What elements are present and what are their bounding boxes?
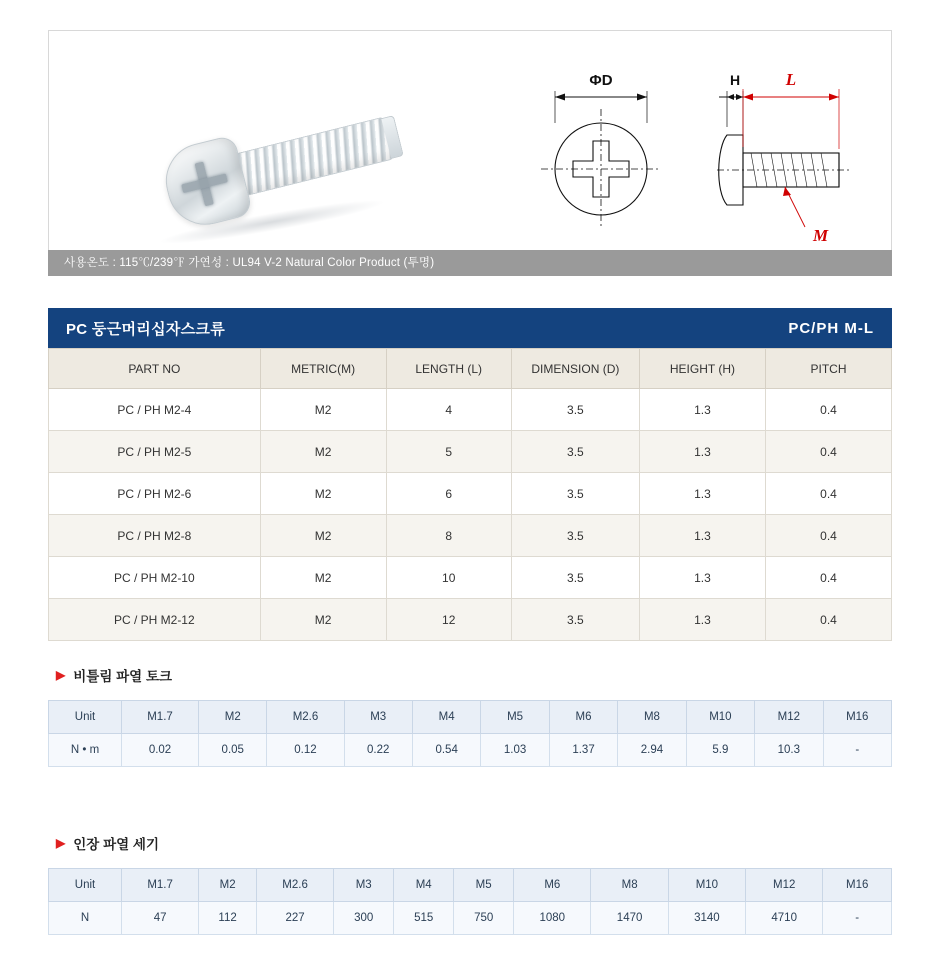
cell-dimension: 3.5 <box>511 599 639 641</box>
cell-dimension: 3.5 <box>511 389 639 431</box>
spec-header-part-no: PART NO <box>49 349 261 389</box>
tensile-table <box>48 868 892 935</box>
cell-length: 6 <box>386 473 511 515</box>
torque-m12: 10.3 <box>755 734 823 767</box>
torque-header-m3: M3 <box>344 701 412 734</box>
cell-metric: M2 <box>260 599 386 641</box>
cell-part-no: PC / PH M2-6 <box>49 473 261 515</box>
cell-pitch: 0.4 <box>766 515 892 557</box>
tensile-header-m2-6: M2.6 <box>256 869 333 902</box>
torque-header-m2: M2 <box>199 701 267 734</box>
tensile-heading-label: 인장 파열 세기 <box>73 837 159 852</box>
torque-m2: 0.05 <box>199 734 267 767</box>
cell-length: 5 <box>386 431 511 473</box>
torque-m2-6: 0.12 <box>267 734 344 767</box>
torque-m4: 0.54 <box>412 734 480 767</box>
cell-metric: M2 <box>260 515 386 557</box>
cell-dimension: 3.5 <box>511 557 639 599</box>
tensile-m16: - <box>823 902 892 935</box>
product-code: PC/PH M-L <box>788 319 874 337</box>
torque-header-row <box>49 701 892 734</box>
tensile-m10: 3140 <box>668 902 745 935</box>
cell-length: 12 <box>386 599 511 641</box>
cell-height: 1.3 <box>639 599 765 641</box>
tensile-header-m12: M12 <box>746 869 823 902</box>
triangle-right-icon: ▶ <box>56 836 66 850</box>
torque-m3: 0.22 <box>344 734 412 767</box>
cell-length: 8 <box>386 515 511 557</box>
torque-header-m10: M10 <box>686 701 754 734</box>
torque-header-m2-6: M2.6 <box>267 701 344 734</box>
spec-table-header-row <box>49 349 892 389</box>
torque-table <box>48 700 892 767</box>
table-row <box>49 389 892 431</box>
torque-section-heading <box>56 665 172 685</box>
tensile-header-m2: M2 <box>199 869 257 902</box>
cell-pitch: 0.4 <box>766 557 892 599</box>
tensile-header-m3: M3 <box>334 869 394 902</box>
cell-metric: M2 <box>260 473 386 515</box>
tensile-m1-7: 47 <box>122 902 199 935</box>
tensile-m5: 750 <box>454 902 514 935</box>
label-length: L <box>785 70 797 89</box>
tensile-m2-6: 227 <box>256 902 333 935</box>
cell-pitch: 0.4 <box>766 599 892 641</box>
tensile-m3: 300 <box>334 902 394 935</box>
cell-part-no: PC / PH M2-12 <box>49 599 261 641</box>
cell-pitch: 0.4 <box>766 389 892 431</box>
tensile-m2: 112 <box>199 902 257 935</box>
table-row <box>49 599 892 641</box>
cell-height: 1.3 <box>639 515 765 557</box>
cell-part-no: PC / PH M2-8 <box>49 515 261 557</box>
table-row <box>49 557 892 599</box>
product-title-ko: PC 둥근머리십자스크류 <box>66 320 226 338</box>
torque-m1-7: 0.02 <box>122 734 199 767</box>
torque-header-m1-7: M1.7 <box>122 701 199 734</box>
torque-m10: 5.9 <box>686 734 754 767</box>
tensile-header-row <box>49 869 892 902</box>
spec-table <box>48 348 892 641</box>
torque-unit: N • m <box>49 734 122 767</box>
cell-part-no: PC / PH M2-5 <box>49 431 261 473</box>
screw-shank <box>232 116 394 196</box>
cell-part-no: PC / PH M2-10 <box>49 557 261 599</box>
torque-header-m5: M5 <box>481 701 549 734</box>
cell-dimension: 3.5 <box>511 515 639 557</box>
technical-drawing <box>521 31 881 275</box>
tensile-m8: 1470 <box>591 902 668 935</box>
tensile-header-m1-7: M1.7 <box>122 869 199 902</box>
torque-header-m16: M16 <box>823 701 891 734</box>
cell-part-no: PC / PH M2-4 <box>49 389 261 431</box>
cell-height: 1.3 <box>639 473 765 515</box>
torque-header-m4: M4 <box>412 701 480 734</box>
tensile-header-unit: Unit <box>49 869 122 902</box>
torque-m8: 2.94 <box>618 734 686 767</box>
torque-header-unit: Unit <box>49 701 122 734</box>
torque-heading-label: 비틀림 파열 토크 <box>73 669 173 684</box>
cell-height: 1.3 <box>639 557 765 599</box>
torque-header-m6: M6 <box>549 701 617 734</box>
spec-header-length: LENGTH (L) <box>386 349 511 389</box>
cell-metric: M2 <box>260 431 386 473</box>
table-row <box>49 515 892 557</box>
product-photo <box>49 31 519 275</box>
tensile-header-m4: M4 <box>394 869 454 902</box>
tensile-m6: 1080 <box>514 902 591 935</box>
cell-pitch: 0.4 <box>766 473 892 515</box>
cell-metric: M2 <box>260 389 386 431</box>
cell-length: 10 <box>386 557 511 599</box>
tensile-m4: 515 <box>394 902 454 935</box>
torque-m16: - <box>823 734 891 767</box>
tensile-m12: 4710 <box>746 902 823 935</box>
tensile-unit: N <box>49 902 122 935</box>
cell-length: 4 <box>386 389 511 431</box>
spec-header-pitch: PITCH <box>766 349 892 389</box>
spec-header-metric: METRIC(M) <box>260 349 386 389</box>
tensile-header-m6: M6 <box>514 869 591 902</box>
torque-value-row <box>49 734 892 767</box>
table-row <box>49 431 892 473</box>
cell-metric: M2 <box>260 557 386 599</box>
cell-dimension: 3.5 <box>511 473 639 515</box>
tensile-header-m5: M5 <box>454 869 514 902</box>
label-metric: M <box>813 226 829 245</box>
cell-height: 1.3 <box>639 389 765 431</box>
tensile-value-row <box>49 902 892 935</box>
spec-header-dimension: DIMENSION (D) <box>511 349 639 389</box>
torque-m6: 1.37 <box>549 734 617 767</box>
cell-pitch: 0.4 <box>766 431 892 473</box>
torque-m5: 1.03 <box>481 734 549 767</box>
hero-panel <box>48 30 892 276</box>
torque-header-m12: M12 <box>755 701 823 734</box>
spec-header-height: HEIGHT (H) <box>639 349 765 389</box>
drawing-svg <box>521 31 881 275</box>
cell-dimension: 3.5 <box>511 431 639 473</box>
tensile-header-m10: M10 <box>668 869 745 902</box>
product-title-bar <box>48 308 892 348</box>
tensile-section-heading <box>56 833 159 853</box>
tensile-header-m16: M16 <box>823 869 892 902</box>
torque-header-m8: M8 <box>618 701 686 734</box>
triangle-right-icon: ▶ <box>56 668 66 682</box>
usage-caption: 사용온도 : 115℃/239℉ 가연성 : UL94 V-2 Natural Color Product (투명) <box>48 250 892 276</box>
label-height: H <box>729 72 741 88</box>
cell-height: 1.3 <box>639 431 765 473</box>
tensile-header-m8: M8 <box>591 869 668 902</box>
label-diameter: ΦD <box>589 72 613 89</box>
table-row <box>49 473 892 515</box>
